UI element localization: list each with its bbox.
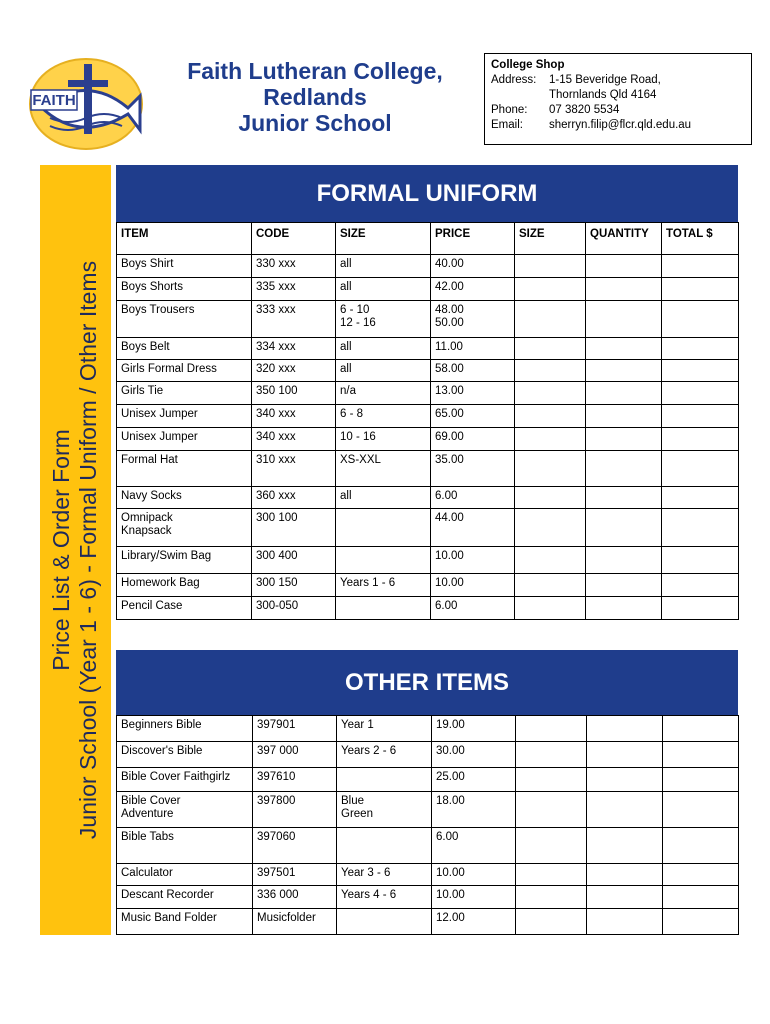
- cell-size: Years 2 - 6: [337, 742, 432, 768]
- cell-price: 48.00 50.00: [431, 301, 515, 338]
- total-entry-cell[interactable]: [663, 792, 739, 828]
- shop-phone-row: [491, 103, 745, 118]
- order-size-entry-cell[interactable]: [515, 360, 586, 382]
- address-label: Address:: [491, 74, 537, 86]
- cell-item: Boys Belt: [117, 338, 252, 360]
- email-label: Email:: [491, 119, 523, 131]
- order-size-entry-cell[interactable]: [515, 509, 586, 547]
- cell-item: Pencil Case: [117, 597, 252, 620]
- order-size-entry-cell[interactable]: [515, 574, 586, 597]
- total-entry-cell[interactable]: [663, 886, 739, 909]
- cell-code: 340 xxx: [252, 405, 336, 428]
- faith-fish-logo: [28, 56, 144, 152]
- address-line1: 1-15 Beveridge Road,: [549, 74, 661, 86]
- column-header: CODE: [252, 223, 336, 255]
- table-row: [117, 828, 739, 864]
- cell-code: 300 400: [252, 547, 336, 574]
- quantity-entry-cell[interactable]: [587, 828, 663, 864]
- cell-item: Homework Bag: [117, 574, 252, 597]
- cell-code: 360 xxx: [252, 487, 336, 509]
- school-title: [160, 58, 470, 136]
- phone-value: 07 3820 5534: [549, 104, 620, 116]
- cell-item: Library/Swim Bag: [117, 547, 252, 574]
- cell-item: Girls Formal Dress: [117, 360, 252, 382]
- cell-size: 10 - 16: [336, 428, 431, 451]
- table-row: [117, 742, 739, 768]
- quantity-entry-cell[interactable]: [587, 792, 663, 828]
- total-entry-cell[interactable]: [663, 768, 739, 792]
- total-entry-cell[interactable]: [662, 574, 739, 597]
- cell-size: Years 1 - 6: [336, 574, 431, 597]
- order-size-entry-cell[interactable]: [515, 428, 586, 451]
- table-header-row: [117, 223, 739, 255]
- cell-size: Blue Green: [337, 792, 432, 828]
- cell-price: 35.00: [431, 451, 515, 487]
- total-entry-cell[interactable]: [663, 864, 739, 886]
- side-title-line2: Junior School (Year 1 - 6) - Formal Uniform / Other Items: [75, 260, 101, 840]
- shop-email-row: [491, 118, 745, 133]
- logo-text: FAITH: [32, 92, 76, 109]
- cell-item: Girls Tie: [117, 382, 252, 405]
- cell-code: 397 000: [253, 742, 337, 768]
- total-entry-cell[interactable]: [662, 382, 739, 405]
- spacer: [491, 88, 549, 103]
- table-row: [117, 278, 739, 301]
- cell-code: 335 xxx: [252, 278, 336, 301]
- quantity-entry-cell[interactable]: [586, 547, 662, 574]
- cell-price: 6.00: [431, 487, 515, 509]
- cell-item: Bible Tabs: [117, 828, 253, 864]
- order-size-entry-cell[interactable]: [515, 487, 586, 509]
- total-entry-cell[interactable]: [663, 716, 739, 742]
- cell-price: 10.00: [432, 864, 516, 886]
- cell-code: 350 100: [252, 382, 336, 405]
- cell-size: [336, 547, 431, 574]
- table-row: [117, 574, 739, 597]
- order-size-entry-cell[interactable]: [515, 405, 586, 428]
- table-row: [117, 792, 739, 828]
- quantity-entry-cell[interactable]: [586, 360, 662, 382]
- cell-code: 397610: [253, 768, 337, 792]
- cell-price: 13.00: [431, 382, 515, 405]
- total-entry-cell[interactable]: [663, 742, 739, 768]
- other-items-table: [116, 715, 739, 935]
- order-size-entry-cell[interactable]: [515, 338, 586, 360]
- quantity-entry-cell[interactable]: [586, 509, 662, 547]
- cell-item: Formal Hat: [117, 451, 252, 487]
- cell-size: [336, 597, 431, 620]
- cell-item: Omnipack Knapsack: [117, 509, 252, 547]
- table-row: [117, 255, 739, 278]
- cell-item: Discover's Bible: [117, 742, 253, 768]
- order-size-entry-cell[interactable]: [516, 742, 587, 768]
- cell-size: Years 4 - 6: [337, 886, 432, 909]
- cell-price: 58.00: [431, 360, 515, 382]
- total-entry-cell[interactable]: [662, 278, 739, 301]
- cell-price: 30.00: [432, 742, 516, 768]
- cell-code: 333 xxx: [252, 301, 336, 338]
- cell-item: Navy Socks: [117, 487, 252, 509]
- phone-label: Phone:: [491, 104, 528, 116]
- cell-code: 397800: [253, 792, 337, 828]
- total-entry-cell[interactable]: [663, 828, 739, 864]
- order-size-entry-cell[interactable]: [515, 597, 586, 620]
- column-header: TOTAL $: [662, 223, 739, 255]
- table-row: [117, 301, 739, 338]
- cell-price: 25.00: [432, 768, 516, 792]
- cell-item: Boys Shirt: [117, 255, 252, 278]
- cell-price: 65.00: [431, 405, 515, 428]
- total-entry-cell[interactable]: [662, 451, 739, 487]
- table-row: [117, 338, 739, 360]
- cell-item: Bible Cover Faithgirlz: [117, 768, 253, 792]
- order-size-entry-cell[interactable]: [516, 792, 587, 828]
- order-size-entry-cell[interactable]: [515, 451, 586, 487]
- quantity-entry-cell[interactable]: [587, 886, 663, 909]
- cell-size: [337, 828, 432, 864]
- order-size-entry-cell[interactable]: [516, 828, 587, 864]
- order-size-entry-cell[interactable]: [515, 301, 586, 338]
- cell-size: n/a: [336, 382, 431, 405]
- cell-size: [337, 768, 432, 792]
- cell-price: 10.00: [431, 574, 515, 597]
- order-size-entry-cell[interactable]: [515, 278, 586, 301]
- cell-size: all: [336, 278, 431, 301]
- cell-price: 44.00: [431, 509, 515, 547]
- cell-code: 340 xxx: [252, 428, 336, 451]
- column-header: SIZE: [515, 223, 586, 255]
- total-entry-cell[interactable]: [662, 509, 739, 547]
- cell-size: XS-XXL: [336, 451, 431, 487]
- cell-size: Year 1: [337, 716, 432, 742]
- order-size-entry-cell[interactable]: [516, 716, 587, 742]
- cell-item: Bible Cover Adventure: [117, 792, 253, 828]
- quantity-entry-cell[interactable]: [586, 255, 662, 278]
- cell-price: 18.00: [432, 792, 516, 828]
- quantity-entry-cell[interactable]: [586, 382, 662, 405]
- cell-size: 6 - 8: [336, 405, 431, 428]
- cell-item: Beginners Bible: [117, 716, 253, 742]
- column-header: PRICE: [431, 223, 515, 255]
- college-shop-box: [484, 53, 752, 145]
- table-row: [117, 909, 739, 935]
- column-header: QUANTITY: [586, 223, 662, 255]
- cell-size: all: [336, 338, 431, 360]
- cell-price: 40.00: [431, 255, 515, 278]
- cell-price: 6.00: [431, 597, 515, 620]
- cell-code: 310 xxx: [252, 451, 336, 487]
- cell-price: 12.00: [432, 909, 516, 935]
- cell-size: Year 3 - 6: [337, 864, 432, 886]
- quantity-entry-cell[interactable]: [586, 405, 662, 428]
- table-row: [117, 886, 739, 909]
- column-header: SIZE: [336, 223, 431, 255]
- table-row: [117, 382, 739, 405]
- table-row: [117, 864, 739, 886]
- cell-item: Calculator: [117, 864, 253, 886]
- cell-code: 334 xxx: [252, 338, 336, 360]
- cell-code: 397501: [253, 864, 337, 886]
- order-size-entry-cell[interactable]: [516, 909, 587, 935]
- cell-code: 300 150: [252, 574, 336, 597]
- school-title-line: Faith Lutheran College,: [187, 58, 443, 84]
- total-entry-cell[interactable]: [662, 405, 739, 428]
- total-entry-cell[interactable]: [662, 547, 739, 574]
- school-title-line: Redlands: [263, 84, 367, 110]
- total-entry-cell[interactable]: [662, 255, 739, 278]
- order-size-entry-cell[interactable]: [515, 382, 586, 405]
- quantity-entry-cell[interactable]: [587, 768, 663, 792]
- total-entry-cell[interactable]: [662, 301, 739, 338]
- quantity-entry-cell[interactable]: [587, 742, 663, 768]
- quantity-entry-cell[interactable]: [587, 716, 663, 742]
- cell-code: 330 xxx: [252, 255, 336, 278]
- side-title: [48, 261, 102, 839]
- total-entry-cell[interactable]: [662, 597, 739, 620]
- cell-size: [337, 909, 432, 935]
- total-entry-cell[interactable]: [662, 338, 739, 360]
- cell-code: 336 000: [253, 886, 337, 909]
- cell-size: all: [336, 360, 431, 382]
- school-title-line: Junior School: [238, 110, 392, 136]
- cell-code: 397901: [253, 716, 337, 742]
- cell-size: 6 - 10 12 - 16: [336, 301, 431, 338]
- table-row: [117, 547, 739, 574]
- cell-size: all: [336, 255, 431, 278]
- table-row: [117, 360, 739, 382]
- quantity-entry-cell[interactable]: [586, 278, 662, 301]
- cell-price: 11.00: [431, 338, 515, 360]
- order-size-entry-cell[interactable]: [515, 255, 586, 278]
- cell-code: 300-050: [252, 597, 336, 620]
- cell-code: Musicfolder: [253, 909, 337, 935]
- column-header: ITEM: [117, 223, 252, 255]
- total-entry-cell[interactable]: [662, 428, 739, 451]
- formal-uniform-heading: FORMAL UNIFORM: [116, 165, 738, 222]
- quantity-entry-cell[interactable]: [586, 338, 662, 360]
- cell-item: Music Band Folder: [117, 909, 253, 935]
- cell-item: Unisex Jumper: [117, 405, 252, 428]
- cell-item: Boys Shorts: [117, 278, 252, 301]
- quantity-entry-cell[interactable]: [586, 597, 662, 620]
- table-row: [117, 451, 739, 487]
- order-size-entry-cell[interactable]: [515, 547, 586, 574]
- cell-price: 19.00: [432, 716, 516, 742]
- table-row: [117, 716, 739, 742]
- cell-size: all: [336, 487, 431, 509]
- cell-item: Boys Trousers: [117, 301, 252, 338]
- cell-code: 320 xxx: [252, 360, 336, 382]
- table-row: [117, 405, 739, 428]
- shop-address-row2: [491, 88, 745, 103]
- cell-price: 69.00: [431, 428, 515, 451]
- order-size-entry-cell[interactable]: [516, 864, 587, 886]
- cell-price: 6.00: [432, 828, 516, 864]
- table-row: [117, 509, 739, 547]
- quantity-entry-cell[interactable]: [586, 451, 662, 487]
- cell-price: 42.00: [431, 278, 515, 301]
- total-entry-cell[interactable]: [662, 360, 739, 382]
- order-size-entry-cell[interactable]: [516, 886, 587, 909]
- quantity-entry-cell[interactable]: [586, 301, 662, 338]
- quantity-entry-cell[interactable]: [587, 909, 663, 935]
- total-entry-cell[interactable]: [662, 487, 739, 509]
- shop-address-row: [491, 73, 745, 88]
- table-row: [117, 428, 739, 451]
- quantity-entry-cell[interactable]: [586, 428, 662, 451]
- table-row: [117, 597, 739, 620]
- cell-size: [336, 509, 431, 547]
- address-line2: Thornlands Qld 4164: [549, 89, 657, 101]
- other-items-heading: OTHER ITEMS: [116, 650, 738, 715]
- table-row: [117, 487, 739, 509]
- email-value[interactable]: sherryn.filip@flcr.qld.edu.au: [549, 119, 692, 131]
- formal-uniform-table: [116, 222, 739, 620]
- side-title-line1: Price List & Order Form: [48, 429, 74, 671]
- cell-item: Unisex Jumper: [117, 428, 252, 451]
- shop-title: College Shop: [491, 59, 565, 71]
- quantity-entry-cell[interactable]: [586, 487, 662, 509]
- table-row: [117, 768, 739, 792]
- quantity-entry-cell[interactable]: [586, 574, 662, 597]
- cell-price: 10.00: [431, 547, 515, 574]
- cell-price: 10.00: [432, 886, 516, 909]
- cell-code: 300 100: [252, 509, 336, 547]
- quantity-entry-cell[interactable]: [587, 864, 663, 886]
- total-entry-cell[interactable]: [663, 909, 739, 935]
- cell-code: 397060: [253, 828, 337, 864]
- order-size-entry-cell[interactable]: [516, 768, 587, 792]
- cell-item: Descant Recorder: [117, 886, 253, 909]
